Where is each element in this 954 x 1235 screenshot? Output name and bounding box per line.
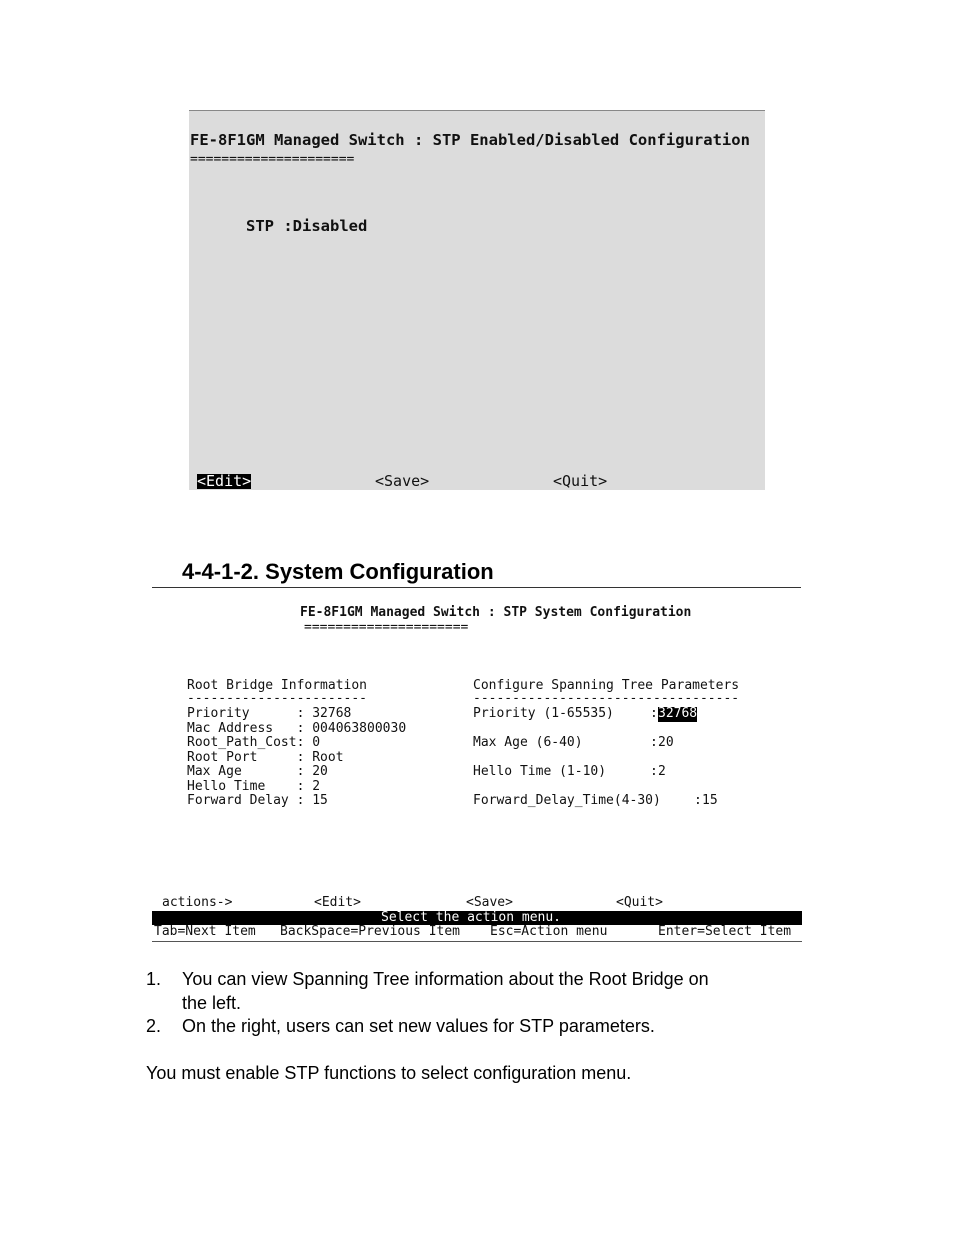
title-underline: ===================== (304, 620, 469, 635)
status-bar (152, 911, 802, 925)
list-item-number: 2. (146, 1016, 162, 1036)
param-priority-input[interactable]: 32768 (658, 706, 698, 721)
param-priority-label: Priority (1-65535) (473, 706, 614, 721)
root-priority-row: Priority : 32768 (187, 706, 352, 721)
list-item-number: 1. (146, 969, 162, 989)
stp-status-field[interactable]: STP :Disabled (246, 217, 368, 235)
root-max-age-row: Max Age : 20 (187, 764, 328, 779)
title-underline: ===================== (190, 152, 355, 167)
param-forward-delay-sep: : (694, 793, 702, 808)
root-bridge-header: Root Bridge Information (187, 678, 368, 693)
root-path-cost-row: Root_Path_Cost: 0 (187, 735, 321, 750)
param-max-age-sep: : (650, 735, 658, 750)
help-esc: Esc=Action menu (490, 924, 608, 939)
root-forward-delay-row: Forward Delay : 15 (187, 793, 328, 808)
param-max-age-input[interactable]: 20 (658, 735, 674, 750)
param-forward-delay-label: Forward_Delay_Time(4-30) (473, 793, 661, 808)
root-port-row: Root Port : Root (187, 749, 344, 765)
stp-enable-terminal-screen (189, 110, 765, 490)
edit-action[interactable]: <Edit> (197, 472, 252, 490)
root-hello-time-row: Hello Time : 2 (187, 778, 321, 794)
status-message: Select the action menu. (381, 910, 562, 925)
param-priority-sep: : (650, 706, 658, 721)
param-hello-time-label: Hello Time (1-10) (473, 764, 607, 779)
note-paragraph: You must enable STP functions to select configuration menu. (146, 1063, 632, 1083)
param-max-age-label: Max Age (6-40) (473, 735, 583, 750)
help-enter: Enter=Select Item (658, 924, 792, 939)
param-hello-time-sep: : (650, 764, 658, 779)
quit-action[interactable]: <Quit> (553, 472, 608, 490)
list-item-text-continued: the left. (182, 993, 242, 1013)
edit-action[interactable]: <Edit> (314, 895, 361, 910)
actions-label: actions-> (162, 895, 233, 910)
root-mac-row: Mac Address : 004063800030 (187, 720, 407, 736)
stp-system-terminal-screen (152, 600, 802, 945)
save-action[interactable]: <Save> (375, 472, 430, 490)
heading-divider (152, 587, 801, 588)
screen-title: FE-8F1GM Managed Switch : STP Enabled/Disabled Configuration (190, 131, 750, 149)
help-tab: Tab=Next Item (154, 924, 256, 939)
section-heading: 4-4-1-2. System Configuration (182, 559, 494, 584)
save-action[interactable]: <Save> (466, 895, 513, 910)
configure-stp-rule: ---------------------------------- (473, 691, 740, 706)
help-divider (152, 941, 802, 942)
root-bridge-rule: ----------------------- (187, 691, 368, 706)
param-forward-delay-input[interactable]: 15 (702, 793, 718, 808)
help-backspace: BackSpace=Previous Item (280, 924, 461, 939)
quit-action[interactable]: <Quit> (616, 895, 663, 910)
list-item-text: You can view Spanning Tree information about the Root Bridge on (182, 969, 709, 989)
configure-stp-header: Configure Spanning Tree Parameters (473, 678, 740, 693)
list-item-text: On the right, users can set new values for STP parameters. (182, 1016, 655, 1036)
screen-title: FE-8F1GM Managed Switch : STP System Configuration (300, 605, 692, 620)
param-hello-time-input[interactable]: 2 (658, 764, 666, 779)
